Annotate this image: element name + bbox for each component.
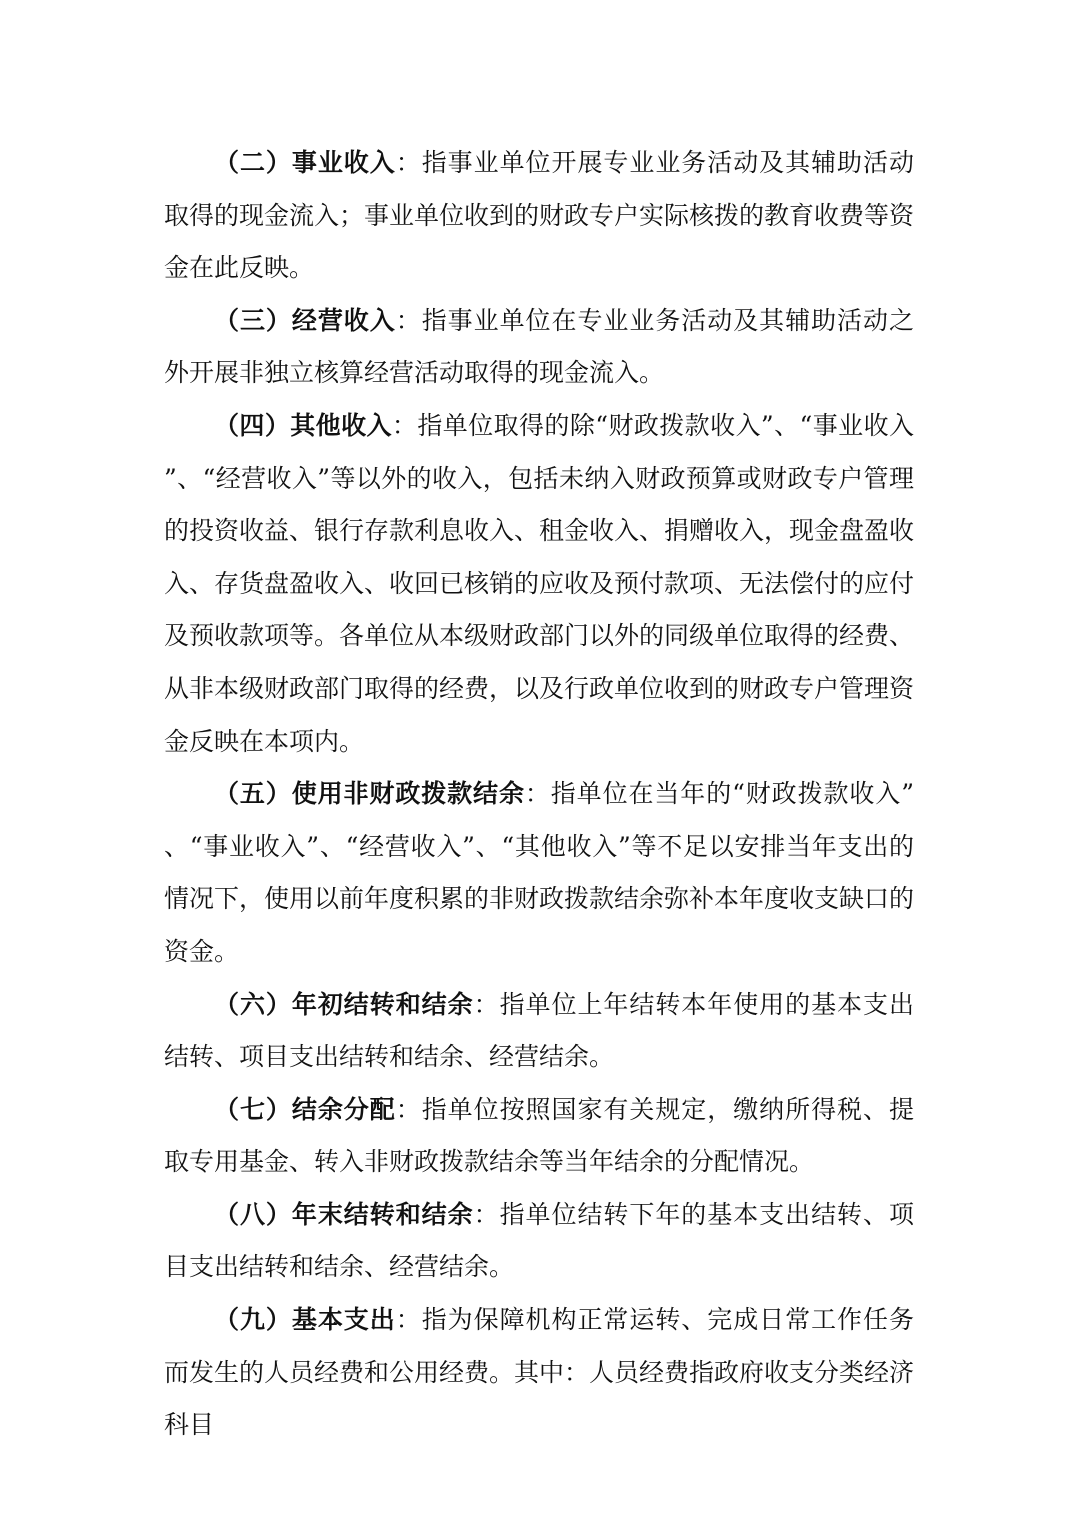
term-business-income: （二）事业收入 xyxy=(214,148,396,177)
paragraph-other-income xyxy=(164,400,914,768)
paragraph-non-fiscal-balance xyxy=(164,768,914,978)
definition-balance-distribution: ：指单位按照国家有关规定，缴纳所得税、提取专用基金、转入非财政拨款结余等当年结余的分配情况。 xyxy=(164,1094,914,1177)
definition-business-income: ：指事业单位开展专业业务活动及其辅助活动取得的现金流入；事业单位收到的财政专户实际核拨的教育收费等资金在此反映。 xyxy=(164,148,915,283)
definition-other-income: ：指单位取得的除“财政拨款收入”、“事业收入”、“经营收入”等以外的收入，包括未纳入财政预算或财政专户管理的投资收益、银行存款利息收入、租金收入、捐赠收入，现金盘盈收入、存货盘盈收入、收回已核销的应收及预付款项、无法偿付的应付及预收款项等。各单位从本级财政部门以外的同级单位取得的经费、从非本级财政部门取得的经费，以及行政单位收到的财政专户管理资金反映在本项内。 xyxy=(164,410,915,756)
definition-closing-carryover: ：指单位结转下年的基本支出结转、项目支出结转和结余、经营结余。 xyxy=(164,1199,914,1282)
paragraph-opening-carryover xyxy=(164,979,914,1084)
term-opening-carryover: （六）年初结转和结余 xyxy=(214,989,474,1019)
term-non-fiscal-balance: （五）使用非财政拨款结余 xyxy=(214,779,525,809)
definition-opening-carryover: ：指单位上年结转本年使用的基本支出结转、项目支出结转和结余、经营结余。 xyxy=(164,989,914,1072)
paragraph-business-income xyxy=(164,137,914,295)
paragraph-operating-income xyxy=(164,295,914,400)
term-other-income: （四）其他收入 xyxy=(214,410,392,440)
paragraph-closing-carryover xyxy=(164,1189,914,1294)
document-page xyxy=(164,137,914,1452)
paragraph-basic-expenditure xyxy=(164,1294,914,1452)
term-operating-income: （三）经营收入 xyxy=(214,305,396,335)
definition-operating-income: ：指事业单位在专业业务活动及其辅助活动之外开展非独立核算经营活动取得的现金流入。 xyxy=(164,305,914,388)
term-balance-distribution: （七）结余分配 xyxy=(214,1094,396,1124)
paragraph-balance-distribution xyxy=(164,1084,914,1189)
definition-basic-expenditure: ：指为保障机构正常运转、完成日常工作任务而发生的人员经费和公用经费。其中：人员经费指政府收支分类经济科目 xyxy=(164,1305,915,1440)
term-basic-expenditure: （九）基本支出 xyxy=(214,1305,396,1335)
term-closing-carryover: （八）年末结转和结余 xyxy=(214,1199,474,1229)
definition-non-fiscal-balance: ：指单位在当年的“财政拨款收入”、“事业收入”、“经营收入”、“其他收入”等不足以安排当年支出的情况下，使用以前年度积累的非财政拨款结余弥补本年度收支缺口的资金。 xyxy=(164,779,915,966)
